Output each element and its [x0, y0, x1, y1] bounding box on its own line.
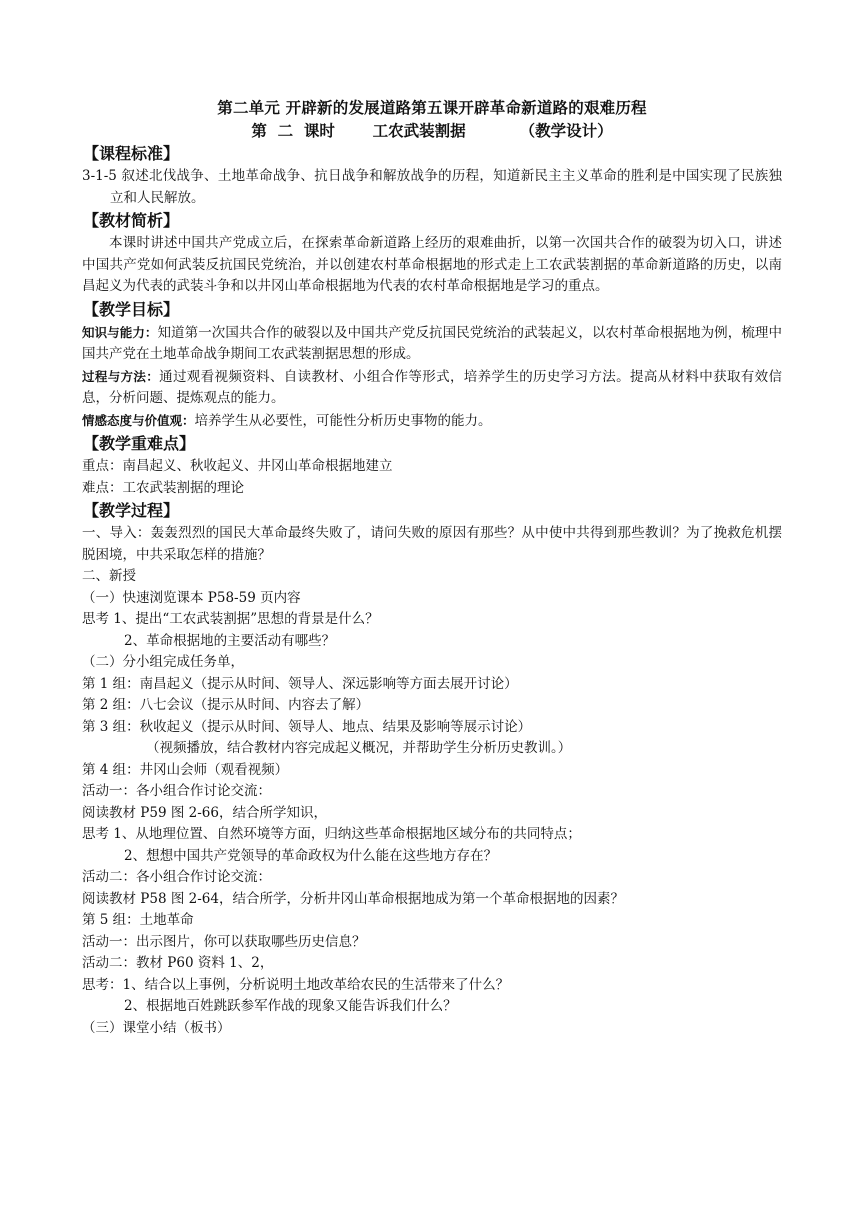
- process-line: 活动一：各小组合作讨论交流：: [82, 783, 271, 799]
- keypoint-difficulty: 难点：工农武装割据的理论: [82, 479, 244, 496]
- process-line: 第 4 组：井冈山会师（观看视频）: [82, 761, 289, 778]
- process-line: 第 1 组：南昌起义（提示从时间、领导人、深远影响等方面去展开讨论）: [82, 675, 518, 692]
- process-line: 活动一：出示图片，你可以获取哪些历史信息？: [82, 933, 366, 950]
- goal-item-emotion: [82, 410, 782, 433]
- goal-text: 通过观看视频资料、自读教材、小组合作等形式，培养学生的历史学习方法。提高从材料中获取有效信息，分析问题、提炼观点的能力。: [82, 368, 782, 406]
- process-line: （三）课堂小结（板书）: [82, 1019, 231, 1036]
- goal-item-process: [82, 366, 782, 410]
- process-line: 思考：1、结合以上事例，分析说明土地改革给农民的生活带来了什么？: [82, 976, 510, 993]
- process-line: 2、革命根据地的主要活动有哪些？: [124, 632, 336, 649]
- process-line: 阅读教材 P58 图 2-64，结合所学，分析井冈山革命根据地成为第一个革命根据地的因素？: [82, 890, 624, 907]
- keypoint-focus: 重点：南昌起义、秋收起义、井冈山革命根据地建立: [82, 458, 393, 474]
- process-line: 第 3 组：秋收起义（提示从时间、领导人、地点、结果及影响等展示讨论）: [82, 718, 532, 735]
- analysis-text: 本课时讲述中国共产党成立后，在探索革命新道路上经历的艰难曲折，以第一次国共合作的破裂为切入口，讲述中国共产党如何武装反抗国民党统治，并以创建农村革命根据地的形式走上工农武装割据的革命新道路的历史，以南昌起义为代表的武装斗争和以井冈山革命根据地为代表的农村革命根据地是学习的重点。: [82, 235, 782, 294]
- goal-label: 过程与方法：: [82, 368, 160, 384]
- goal-label: 知识与能力：: [82, 324, 158, 340]
- process-line: （视频播放，结合教材内容完成起义概况，并帮助学生分析历史教训。）: [146, 740, 572, 756]
- process-line: 二、新授: [82, 568, 136, 584]
- process-line: 2、根据地百姓跳跃参军作战的现象又能告诉我们什么？: [124, 998, 457, 1014]
- process-line: 思考 1、提出“工农武装割据”思想的背景是什么？: [82, 611, 379, 627]
- goal-text: 培养学生从必要性，可能性分析历史事物的能力。: [194, 412, 492, 429]
- process-line: 第 5 组：土地革命: [82, 912, 194, 928]
- goal-label: 情感态度与价值观：: [82, 412, 195, 428]
- section-heading-goals: 【教学目标】: [83, 299, 180, 319]
- process-intro: 一、导入：轰轰烈烈的国民大革命最终失败了，请问失败的原因有那些？从中使中共得到那些教训？为了挽救危机摆脱困境，中共采取怎样的措施？: [82, 525, 782, 563]
- process-line: 活动二：教材 P60 资料 1、2，: [82, 955, 274, 971]
- section-heading-analysis: 【教材简析】: [83, 211, 180, 230]
- process-line: 阅读教材 P59 图 2-66，结合所学知识，: [82, 804, 327, 821]
- process-line: 第 2 组：八七会议（提示从时间、内容去了解）: [82, 697, 370, 713]
- process-line: （一）快速浏览课本 P58-59 页内容: [82, 589, 301, 606]
- section-heading-process: 【教学过程】: [83, 501, 180, 520]
- goal-item-knowledge: [82, 322, 782, 366]
- process-line: （二）分小组完成任务单，: [82, 654, 244, 670]
- process-line: 2、想想中国共产党领导的革命政权为什么能在这些地方存在？: [124, 847, 498, 864]
- process-line: 思考 1、从地理位置、自然环境等方面，归纳这些革命根据地区域分布的共同特点；: [82, 826, 581, 842]
- standard-text: 3-1-5 叙述北伐战争、土地革命战争、抗日战争和解放战争的历程，知道新民主主义革命的胜利是中国实现了民族独立和人民解放。: [82, 168, 782, 206]
- section-heading-keypoints: 【教学重难点】: [83, 434, 196, 453]
- document-title: 第二单元 开辟新的发展道路第五课开辟革命新道路的艰难历程: [217, 98, 647, 117]
- goal-text: 知道第一次国共合作的破裂以及中国共产党反抗国民党统治的武装起义，以农村革命根据地为例，梳理中国共产党在土地革命战争期间工农武装割据思想的形成。: [82, 324, 782, 362]
- process-line: 活动二：各小组合作讨论交流：: [82, 869, 271, 885]
- document-subtitle: 第 二 课时 工农武装割据 （教学设计）: [251, 121, 613, 140]
- section-heading-standard: 【课程标准】: [83, 144, 180, 163]
- document-page: [82, 96, 782, 1039]
